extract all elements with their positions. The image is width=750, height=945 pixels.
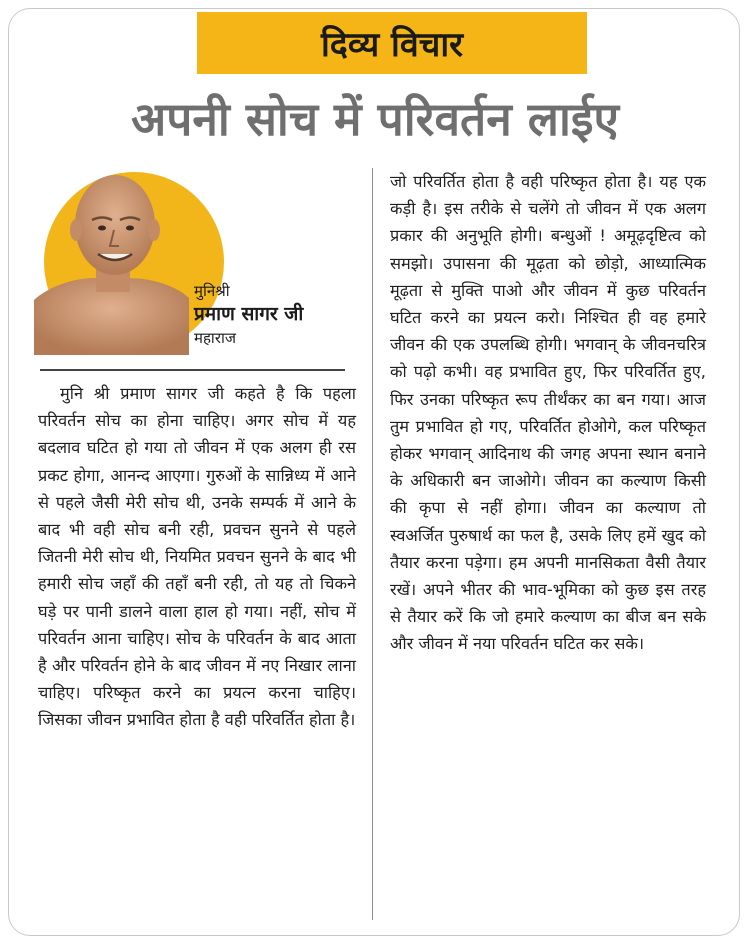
section-banner-label: दिव्य विचार: [320, 25, 464, 65]
byline-divider: [40, 369, 345, 371]
article-left-column: मुनि श्री प्रमाण सागर जी कहते है कि पहला परिवर्तन सोच का होना चाहिए। अगर सोच में यह बदलाव घटित हो गया तो जीवन में एक अलग ही रस प्रकट होगा, आनन्द आएगा। गुरुओं के सान्निध्य में आने से पहले जैसी मेरी सोच थी, उनके सम्पर्क में आने के बाद भी वही सोच बनी रही, प्रवचन सुनने से पहले जितनी मेरी सोच थी, नियमित प्रवचन सुनने के बाद भी हमारी सोच जहाँ की तहाँ बनी रही, तो यह तो चिकने घड़े पर पानी डालने वाला हाल हो गया। नहीं, सोच में परिवर्तन आना चाहिए। सोच के परिवर्तन के बाद आता है और परिवर्तन होने के बाद जीवन में नए निखार लाना चाहिए। परिष्कृत करने का प्रयत्न करना चाहिए। जिसका जीवन प्रभावित होता है वही परिवर्तित होता है।: [38, 384, 356, 730]
section-banner: [197, 12, 587, 74]
column-divider: [372, 168, 373, 920]
article-headline: अपनी सोच में परिवर्तन लाईए: [131, 92, 619, 146]
monk-portrait-icon: [34, 170, 189, 355]
author-photo: [34, 170, 189, 355]
author-suffix: महाराज: [194, 329, 236, 347]
author-name: प्रमाण सागर जी: [194, 303, 304, 325]
article-right-column: जो परिवर्तित होता है वही परिष्कृत होता है। यह एक कड़ी है। इस तरीके से चलेंगे तो जीवन में एक अलग प्रकार की अनुभूति होगी। बन्धुओं ! अमूढ़दृष्टित्व को समझो। उपासना की मूढ़ता को छोड़ो, आध्यात्मिक मूढ़ता से मुक्ति पाओ और जीवन में कुछ परिवर्तन घटित करने का प्रयत्न करो। निश्चित ही वह हमारे जीवन की एक उपलब्धि होगी। भगवान् के जीवनचरित्र को पढ़ो कभी। वह प्रभावित हुए, फिर परिवर्तित हुए, फिर उनका परिष्कृत रूप तीर्थंकर का बन गया। आज तुम प्रभावित हो गए, परिवर्तित होओगे, कल परिष्कृत होकर भगवान् आदिनाथ की जगह अपना स्थान बनाने के अधिकारी बन जाओगे। जीवन का कल्याण किसी की कृपा से नहीं होगा। जीवन का कल्याण तो स्वअर्जित पुरुषार्थ का फल है, उसके लिए हमें खुद को तैयार करना पड़ेगा। हम अपनी मानसिकता वैसी तैयार रखें। अपने भीतर की भाव-भूमिका को कुछ इस तरह से तैयार करें कि जो हमारे कल्याण का बीज बन सके और जीवन में नया परिवर्तन घटित कर सके।: [390, 172, 706, 654]
author-title: मुनिश्री: [194, 282, 230, 300]
author-byline: [194, 282, 344, 349]
